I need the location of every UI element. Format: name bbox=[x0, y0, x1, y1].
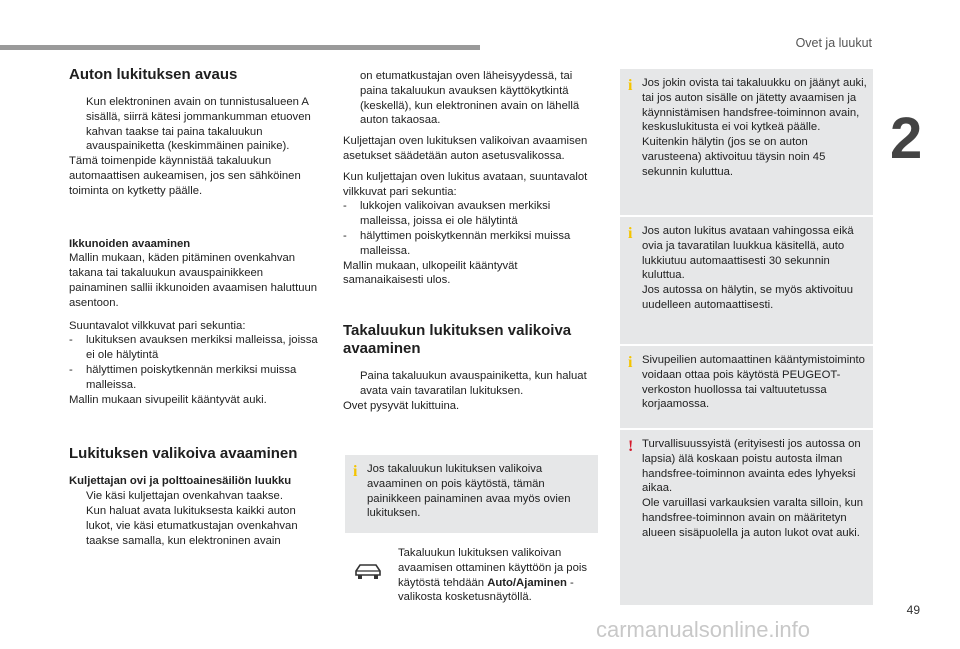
info-note: i Jos takaluukun lukituksen valikoiva avaaminen on pois käytöstä, tämän painikkeen painaminen avaa myös ovien lukituksen. bbox=[345, 455, 598, 533]
car-settings-text: Takaluukun lukituksen valikoivan avaamisen ottaminen käyttöön ja pois käytöstä tehdään Auto/Ajaminen -valikosta kosketusnäytöllä. bbox=[398, 547, 588, 604]
paragraph: Suuntavalot vilkkuvat pari sekuntia: bbox=[69, 319, 246, 332]
paragraph: Kuljettajan oven lukituksen valikoivan avaamisen asetukset säädetään auton asetusvalikossa. bbox=[343, 135, 588, 162]
car-settings-icon bbox=[353, 560, 383, 582]
paragraph: Tämä toimenpide käynnistää takaluukun automaattisen aukeamisen, jos sen sähköinen toiminta on kytketty päälle. bbox=[69, 155, 301, 197]
chapter-number: 2 bbox=[890, 106, 923, 171]
info-icon: i bbox=[353, 463, 358, 480]
paragraph: Kun kuljettajan oven lukitus avataan, suuntavalot vilkkuvat pari sekuntia: bbox=[343, 170, 588, 198]
header-rule bbox=[0, 45, 480, 50]
bullet-item: Kun elektroninen avain on tunnistusalueen A sisällä, siirrä kätesi jommankumman etuoven kahvan taakse tai paina takaluukun avauspainiketta (keskimmäinen painike). bbox=[86, 96, 311, 153]
info-icon: i bbox=[628, 77, 633, 94]
column-left bbox=[69, 66, 321, 548]
paragraph: Mallin mukaan, käden pitäminen ovenkahvan takana tai takaluukun avauspainikkeen painaminen sallii ikkunoiden avaamisen haluttuun asentoon. bbox=[69, 252, 318, 309]
menu-path: Auto/Ajaminen bbox=[487, 576, 567, 589]
paragraph: on etumatkustajan oven läheisyydessä, tai paina takaluukun avauksen käyttökytkintä (keskellä), kun elektroninen avain on lähellä auton takaosaa. bbox=[360, 70, 580, 127]
dash-item: - lukkojen valikoivan avauksen merkiksi malleissa, joissa ei ole hälytintä bbox=[343, 200, 551, 228]
bullet-item: Kun haluat avata lukituksesta kaikki auton lukot, vie käsi etumatkustajan ovenkahvan taakse samalla, kun elektroninen avain bbox=[86, 504, 298, 547]
chapter-title: Ovet ja luukut bbox=[795, 36, 872, 50]
dash-item: - lukituksen avauksen merkiksi malleissa, joissa ei ole hälytintä bbox=[69, 334, 318, 362]
heading-unlocking: Auton lukituksen avaus bbox=[69, 66, 238, 83]
watermark: carmanualsonline.info bbox=[596, 617, 811, 642]
heading-windows: Ikkunoiden avaaminen bbox=[69, 237, 191, 250]
info-icon: i bbox=[628, 225, 633, 242]
dash-item: - hälyttimen poiskytkennän merkiksi muissa malleissa. bbox=[69, 363, 297, 391]
paragraph: Mallin mukaan sivupeilit kääntyvät auki. bbox=[69, 393, 267, 406]
column-middle bbox=[343, 69, 599, 414]
info-icon: i bbox=[628, 354, 633, 371]
dash-item: - hälyttimen poiskytkennän merkiksi muissa malleissa. bbox=[343, 229, 571, 257]
info-note-doors-open: i Jos jokin ovista tai takaluukku on jäänyt auki, tai jos auton sisälle on jätetty avaamisen ja käynnistämisen handsfree-toiminnon avain, keskuslukitusta ei voi kytkeä päälle. Kuitenkin hälytin (jos se on auton varusteena) aktivoituu täysin noin 45 sekunnin kuluttua. bbox=[620, 69, 873, 215]
warning-icon: ! bbox=[628, 438, 634, 455]
paragraph: Ovet pysyvät lukittuina. bbox=[343, 399, 460, 412]
heading-tailgate: Takaluukun lukituksen valikoiva avaaminen bbox=[343, 322, 572, 358]
heading-driver-door: Kuljettajan ovi ja polttoainesäiliön luukku bbox=[69, 475, 292, 488]
page-number: 49 bbox=[906, 603, 920, 617]
bullet-item: Paina takaluukun avauspainiketta, kun haluat avata vain tavaratilan lukituksen. bbox=[360, 370, 587, 397]
warning-note-safety: ! Turvallisuussyistä (erityisesti jos autossa on lapsia) älä koskaan poistu autosta ilman handsfree-toiminnon avainta edes lyhyeksi aikaa. Ole varuillasi varkauksien varalta silloin, kun handsfree-toiminnon avain on määritetyn alueen sisäpuolella ja auton lukot ovat auki. bbox=[620, 430, 873, 605]
bullet-item: Vie käsi kuljettajan ovenkahvan taakse. bbox=[86, 490, 283, 503]
heading-selective: Lukituksen valikoiva avaaminen bbox=[69, 445, 298, 463]
info-note-auto-relock: i Jos auton lukitus avataan vahingossa eikä ovia ja tavaratilan luukkua käsitellä, auto lukkiutuu automaattisesti 30 sekunnin kuluttua. Jos autossa on hälytin, se myös aktivoituu uudelleen automaattisesti. bbox=[620, 217, 873, 344]
info-note-mirrors: i Sivupeilien automaattinen kääntymistoiminto voidaan ottaa pois käytöstä PEUGEOT-verkoston huollossa tai valtuutetussa korjaamossa. bbox=[620, 346, 873, 428]
paragraph: Mallin mukaan, ulkopeilit kääntyvät samanaikaisesti ulos. bbox=[343, 259, 518, 287]
